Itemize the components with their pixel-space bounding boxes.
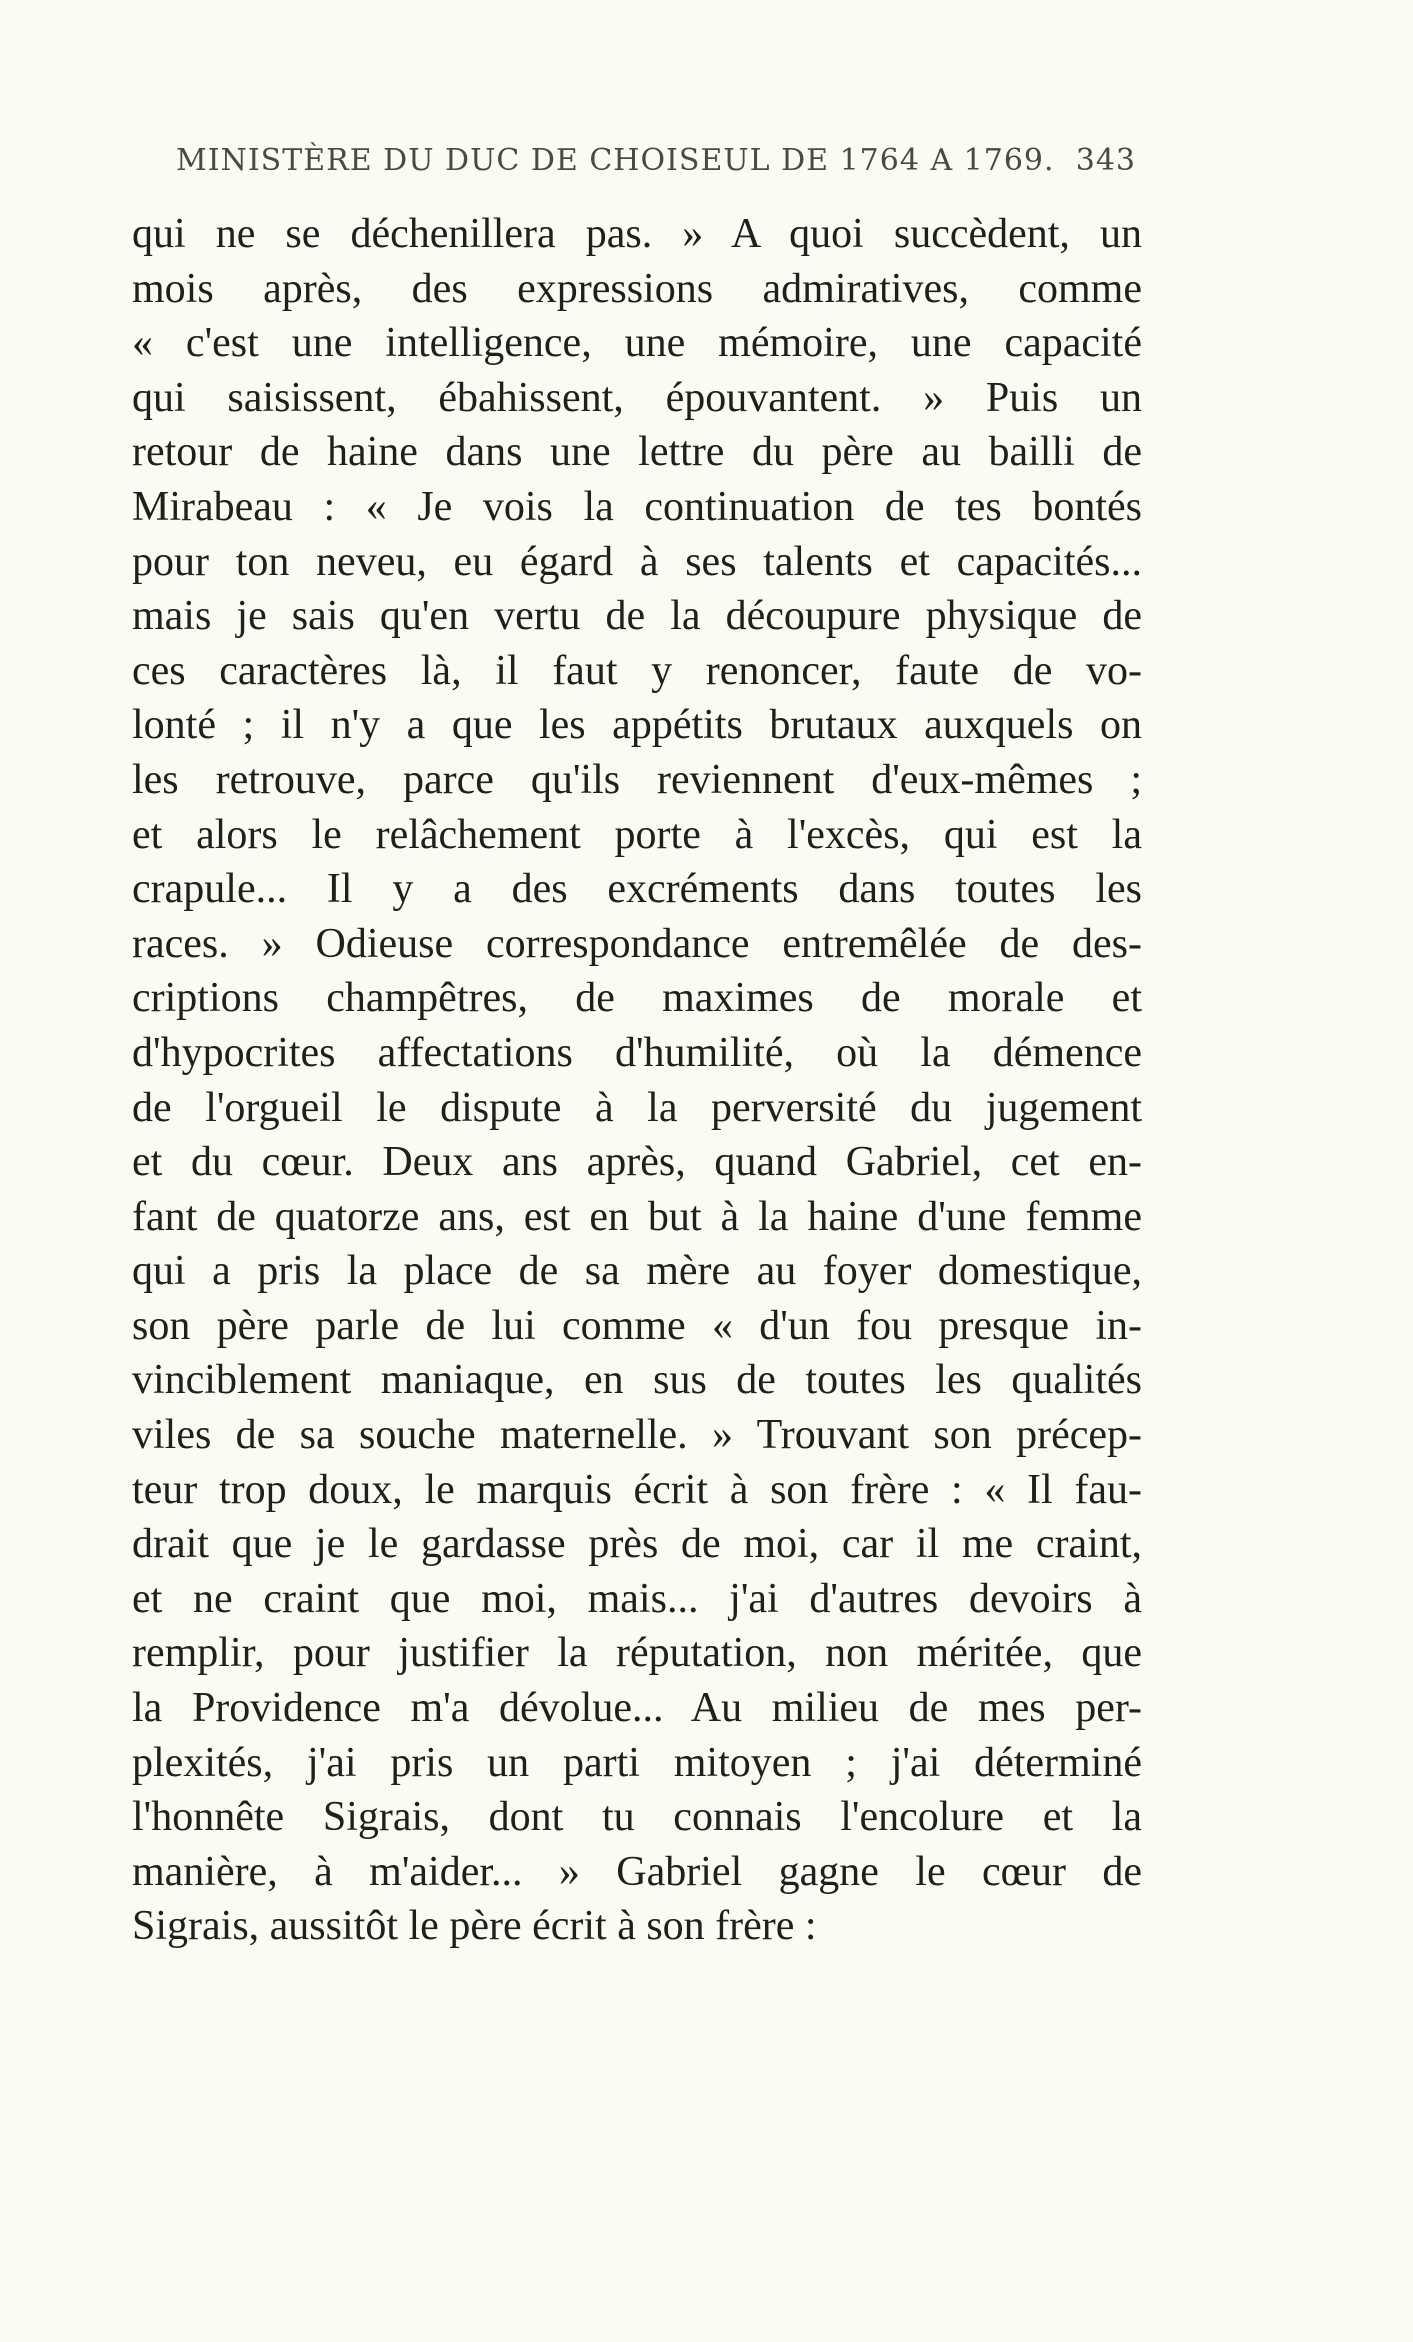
body-text	[132, 207, 1142, 1954]
page-number: 343	[1075, 143, 1136, 178]
text-line: fant de quatorze ans, est en but à la haine d'une femme	[132, 1193, 1142, 1240]
text-line: d'hypocrites affectations d'humilité, où la démence	[132, 1029, 1142, 1076]
text-line: viles de sa souche maternelle. » Trouvant son précep-	[132, 1412, 1142, 1459]
text-line: crapule... Il y a des excréments dans toutes les	[132, 866, 1142, 913]
text-line: plexités, j'ai pris un parti mitoyen ; j'ai déterminé	[132, 1739, 1142, 1786]
text-line: vinciblement maniaque, en sus de toutes les qualités	[132, 1357, 1142, 1404]
text-line: criptions champêtres, de maximes de morale et	[132, 975, 1142, 1022]
text-line: et du cœur. Deux ans après, quand Gabriel, cet en-	[132, 1139, 1142, 1186]
text-line: de l'orgueil le dispute à la perversité du jugement	[132, 1084, 1142, 1131]
text-line: mois après, des expressions admiratives, comme	[132, 265, 1142, 312]
text-line: et alors le relâchement porte à l'excès, qui est la	[132, 811, 1142, 858]
text-line: « c'est une intelligence, une mémoire, une capacité	[132, 320, 1142, 367]
text-line: et ne craint que moi, mais... j'ai d'autres devoirs à	[132, 1575, 1142, 1622]
text-line: races. » Odieuse correspondance entremêlée de des-	[132, 920, 1142, 967]
text-line: ces caractères là, il faut y renoncer, faute de vo-	[132, 647, 1142, 694]
text-line: Mirabeau : « Je vois la continuation de tes bontés	[132, 483, 1142, 530]
text-line: mais je sais qu'en vertu de la découpure physique de	[132, 593, 1142, 640]
text-line: son père parle de lui comme « d'un fou presque in-	[132, 1302, 1142, 1349]
text-line: qui ne se déchenillera pas. » A quoi succèdent, un	[132, 211, 1142, 257]
text-line: l'honnête Sigrais, dont tu connais l'encolure et la	[132, 1794, 1142, 1841]
text-line: teur trop doux, le marquis écrit à son frère : « Il fau-	[132, 1466, 1142, 1513]
text-line: Sigrais, aussitôt le père écrit à son frère :	[132, 1903, 817, 1950]
text-line: pour ton neveu, eu égard à ses talents et capacités...	[132, 538, 1142, 585]
text-line: drait que je le gardasse près de moi, car il me craint,	[132, 1521, 1142, 1568]
text-line: qui saisissent, ébahissent, épouvantent. » Puis un	[132, 374, 1142, 421]
text-line: la Providence m'a dévolue... Au milieu de mes per-	[132, 1685, 1142, 1732]
text-line: retour de haine dans une lettre du père au bailli de	[132, 429, 1142, 476]
running-head-title: MINISTÈRE DU DUC DE CHOISEUL DE 1764 A 1769.	[176, 143, 1055, 178]
text-line: manière, à m'aider... » Gabriel gagne le cœur de	[132, 1848, 1142, 1895]
running-head	[176, 143, 1136, 193]
text-line: qui a pris la place de sa mère au foyer domestique,	[132, 1248, 1142, 1295]
text-line: les retrouve, parce qu'ils reviennent d'eux-mêmes ;	[132, 756, 1142, 803]
text-line: lonté ; il n'y a que les appétits brutaux auxquels on	[132, 702, 1142, 749]
text-line: remplir, pour justifier la réputation, non méritée, que	[132, 1630, 1142, 1677]
